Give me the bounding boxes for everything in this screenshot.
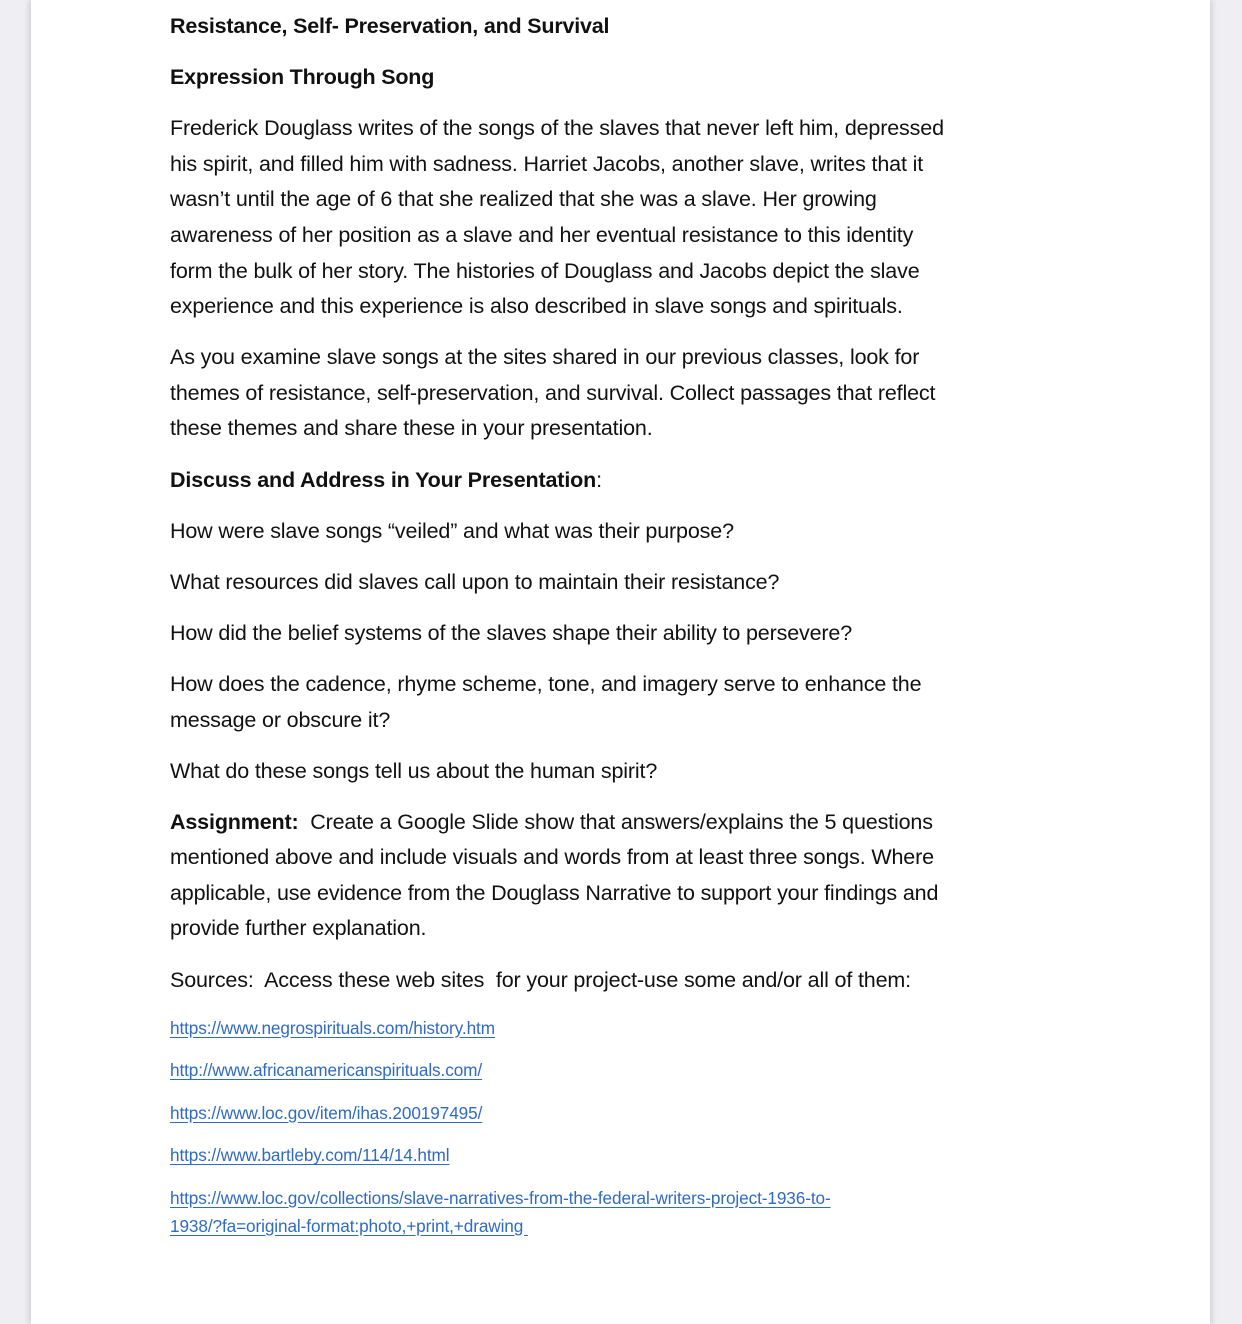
text-line: awareness of her position as a slave and her eventual resistance to this identity: [170, 222, 914, 247]
section-heading: Expression Through Song: [170, 65, 435, 90]
source-link-loc-ihas[interactable]: [170, 1099, 1090, 1128]
question-1: [170, 514, 1090, 550]
discuss-heading: Discuss and Address in Your Presentation: [170, 467, 597, 492]
text-line: provide further explanation.: [170, 916, 427, 941]
question-text: What do these songs tell us about the human spirit?: [170, 758, 658, 783]
link-text[interactable]: https://www.loc.gov/collections/slave-narratives-from-the-federal-writers-project-1936-to-: [170, 1187, 831, 1208]
link-text[interactable]: https://www.negrospirituals.com/history.htm: [170, 1017, 495, 1038]
assignment-label: Assignment:: [170, 809, 299, 834]
text-line: Frederick Douglass writes of the songs of the slaves that never left him, depressed: [170, 116, 944, 141]
question-text: How does the cadence, rhyme scheme, tone, and imagery serve to enhance the: [170, 671, 922, 696]
question-4: [170, 667, 1090, 738]
question-5: [170, 754, 1090, 790]
question-text: How were slave songs “veiled” and what was their purpose?: [170, 518, 734, 543]
source-link-africanamericanspirituals[interactable]: [170, 1056, 1090, 1085]
link-text[interactable]: http://www.africanamericanspirituals.com/: [170, 1060, 483, 1081]
link-text[interactable]: https://www.bartleby.com/114/14.html: [170, 1145, 450, 1166]
discuss-heading-line: [170, 463, 1090, 499]
question-3: [170, 616, 1090, 652]
sources-paragraph: [170, 963, 1090, 999]
text-line: applicable, use evidence from the Douglass Narrative to support your findings and: [170, 880, 939, 905]
source-link-bartleby[interactable]: [170, 1141, 1090, 1170]
link-text[interactable]: 1938/?fa=original-format:photo,+print,+drawing: [170, 1215, 528, 1236]
discuss-heading-paragraph: [170, 463, 1090, 499]
text-line: these themes and share these in your presentation.: [170, 416, 653, 441]
question-text: How did the belief systems of the slaves shape their ability to persevere?: [170, 620, 853, 645]
text-line: As you examine slave songs at the sites shared in our previous classes, look for: [170, 345, 920, 370]
text-line: mentioned above and include visuals and words from at least three songs. Where: [170, 845, 934, 870]
source-link-loc-slave-narratives[interactable]: [170, 1184, 1090, 1240]
discuss-colon: :: [596, 467, 602, 492]
question-text: message or obscure it?: [170, 707, 391, 732]
assignment-text: Create a Google Slide show that answers/explains the 5 questions: [298, 809, 933, 834]
source-links: [170, 1014, 1090, 1240]
question-2: [170, 565, 1090, 601]
sources-line: Sources: Access these web sites for your project-use some and/or all of them:: [170, 967, 911, 992]
source-link-negrospirituals[interactable]: [170, 1014, 1090, 1043]
link-text[interactable]: https://www.loc.gov/item/ihas.200197495/: [170, 1102, 483, 1123]
text-line: experience and this experience is also described in slave songs and spirituals.: [170, 294, 903, 319]
examine-paragraph: [170, 340, 1090, 447]
text-line: his spirit, and filled him with sadness. Harriet Jacobs, another slave, writes that it: [170, 151, 924, 176]
text-line: wasn’t until the age of 6 that she realized that she was a slave. Her growing: [170, 187, 877, 212]
text-line: form the bulk of her story. The histories of Douglass and Jacobs depict the slave: [170, 258, 920, 283]
document-content: [170, 9, 1090, 1254]
intro-paragraph: [170, 111, 1090, 325]
document-page: [31, 0, 1210, 1324]
document-title: Resistance, Self- Preservation, and Survival: [170, 14, 610, 38]
question-text: What resources did slaves call upon to maintain their resistance?: [170, 569, 780, 594]
text-line: themes of resistance, self-preservation, and survival. Collect passages that reflect: [170, 380, 936, 405]
assignment-paragraph: [170, 805, 1090, 947]
assignment-line: [170, 805, 1090, 841]
